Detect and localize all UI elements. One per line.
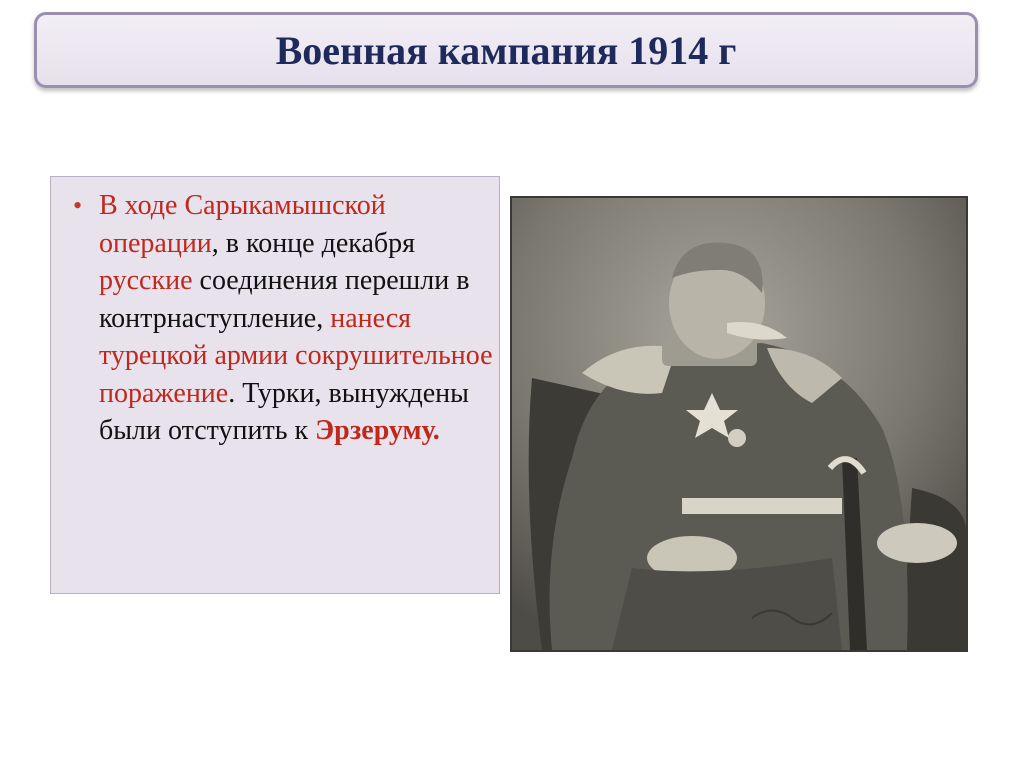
slide-title: Военная кампания 1914 г (275, 27, 737, 73)
medal (728, 429, 746, 447)
text-defeat: нанеся турецкой армии сокрушительное поражение (99, 302, 493, 409)
title-box (34, 12, 978, 88)
text-segment: . Турки, вынуждены были отступить к (99, 377, 469, 446)
belt (682, 498, 842, 514)
bullet-marker: • (73, 191, 83, 220)
chair-arm-right (902, 488, 966, 650)
trousers (612, 558, 842, 650)
portrait-illustration (512, 198, 966, 650)
general-portrait-photo (510, 196, 968, 652)
text-segment: , в конце декабря (211, 227, 416, 259)
text-russian: русские (99, 265, 193, 296)
text-segment: соединения перешли в контрнаступление, (99, 265, 470, 334)
text-panel (50, 176, 500, 594)
text-erzurum: Эрзеруму. (315, 415, 440, 446)
right-hand (877, 523, 957, 563)
text-operation-name: В ходе Сарыкамышской операции (99, 190, 386, 259)
body-paragraph (99, 187, 499, 450)
